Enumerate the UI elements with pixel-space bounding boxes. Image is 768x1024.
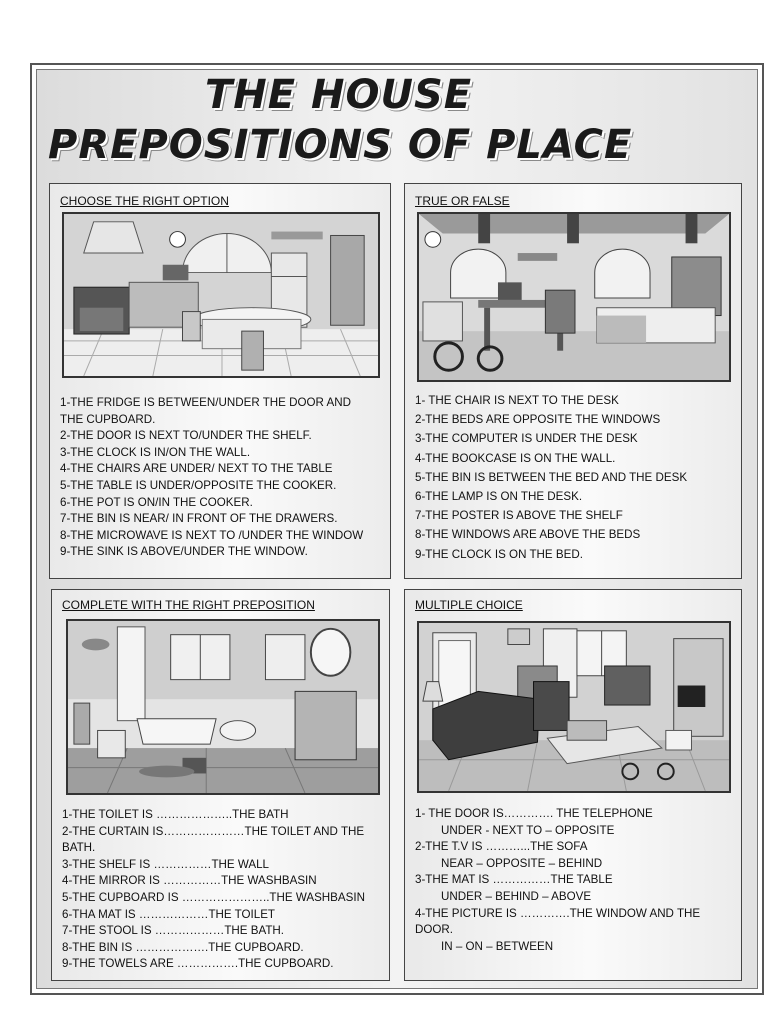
living-room-sentences	[415, 806, 700, 955]
living-room-heading: MULTIPLE CHOICE	[415, 598, 523, 612]
bedroom-heading: TRUE OR FALSE	[415, 194, 510, 208]
bedroom-line: 1- THE CHAIR IS NEXT TO THE DESK	[415, 394, 619, 407]
bathroom-line: 5-THE CUPBOARD IS …………………..THE WASHBASIN	[62, 890, 365, 904]
kitchen-line: 3-THE CLOCK IS IN/ON THE WALL.	[60, 445, 251, 459]
bathroom-line: 2-THE CURTAIN IS…………………THE TOILET AND THE	[62, 824, 365, 838]
kitchen-line: 5-THE TABLE IS UNDER/OPPOSITE THE COOKER.	[60, 478, 337, 492]
bathroom-illustration	[66, 619, 380, 795]
kitchen-line: 2-THE DOOR IS NEXT TO/UNDER THE SHELF.	[60, 429, 312, 443]
kitchen-illustration	[62, 212, 380, 378]
kitchen-line: 6-THE POT IS ON/IN THE COOKER.	[60, 495, 253, 509]
kitchen-panel	[49, 183, 391, 579]
living-room-options: IN – ON – BETWEEN	[441, 939, 554, 953]
bathroom-line: 4-THE MIRROR IS ……………THE WASHBASIN	[62, 874, 317, 888]
kitchen-line: 7-THE BIN IS NEAR/ IN FRONT OF THE DRAWERS.	[60, 512, 338, 526]
bedroom-line: 2-THE BEDS ARE OPPOSITE THE WINDOWS	[415, 413, 661, 427]
kitchen-sentences	[60, 395, 363, 561]
living-room-line: 3-THE MAT IS ……………THE TABLE	[415, 873, 613, 887]
bathroom-line: 9-THE TOWELS ARE …………….THE CUPBOARD.	[62, 957, 334, 971]
living-room-options: UNDER – BEHIND – ABOVE	[441, 889, 592, 903]
living-room-options: NEAR – OPPOSITE – BEHIND	[441, 856, 603, 870]
bedroom-line: 9-THE CLOCK IS ON THE BED.	[415, 547, 583, 561]
title-line-1: THE HOUSE	[205, 72, 473, 118]
bathroom-line: BATH.	[62, 841, 96, 855]
bathroom-line: 6-THA MAT IS ………………THE TOILET	[62, 907, 276, 921]
bedroom-line: 6-THE LAMP IS ON THE DESK.	[415, 490, 583, 504]
kitchen-line: 9-THE SINK IS ABOVE/UNDER THE WINDOW.	[60, 545, 308, 559]
bedroom-illustration	[417, 212, 731, 382]
bathroom-line: 7-THE STOOL IS ………………THE BATH.	[62, 924, 285, 938]
bedroom-line: 8-THE WINDOWS ARE ABOVE THE BEDS	[415, 528, 641, 542]
bathroom-heading: COMPLETE WITH THE RIGHT PREPOSITION	[62, 598, 315, 612]
living-room-illustration	[417, 621, 731, 793]
kitchen-heading: CHOOSE THE RIGHT OPTION	[60, 194, 229, 208]
bedroom-line: 3-THE COMPUTER IS UNDER THE DESK	[415, 432, 638, 446]
living-room-panel	[404, 589, 742, 981]
bathroom-sentences	[62, 807, 365, 973]
living-room-line: 1- THE DOOR IS…………. THE TELEPHONE	[415, 807, 653, 820]
bathroom-line: 8-THE BIN IS ……………….THE CUPBOARD.	[62, 940, 304, 954]
kitchen-line: 1-THE FRIDGE IS BETWEEN/UNDER THE DOOR AND	[60, 396, 351, 409]
bathroom-line: 1-THE TOILET IS ………………..THE BATH	[62, 808, 289, 821]
kitchen-line: 8-THE MICROWAVE IS NEXT TO /UNDER THE WINDOW	[60, 528, 364, 542]
kitchen-line: THE CUPBOARD.	[60, 412, 156, 426]
kitchen-line: 4-THE CHAIRS ARE UNDER/ NEXT TO THE TABLE	[60, 462, 333, 476]
bedroom-line: 7-THE POSTER IS ABOVE THE SHELF	[415, 509, 623, 523]
bathroom-panel	[51, 589, 390, 981]
living-room-options: UNDER - NEXT TO – OPPOSITE	[441, 823, 615, 837]
bedroom-panel	[404, 183, 742, 579]
living-room-line: 2-THE T.V IS ………...THE SOFA	[415, 840, 588, 854]
title-line-2: PREPOSITIONS OF PLACE	[48, 122, 633, 168]
living-room-line: DOOR.	[415, 923, 454, 937]
bedroom-line: 4-THE BOOKCASE IS ON THE WALL.	[415, 451, 616, 465]
living-room-line: 4-THE PICTURE IS ………….THE WINDOW AND THE	[415, 906, 701, 920]
bathroom-line: 3-THE SHELF IS ……………THE WALL	[62, 857, 270, 871]
bedroom-line: 5-THE BIN IS BETWEEN THE BED AND THE DESK	[415, 470, 688, 484]
bedroom-sentences	[415, 391, 687, 564]
